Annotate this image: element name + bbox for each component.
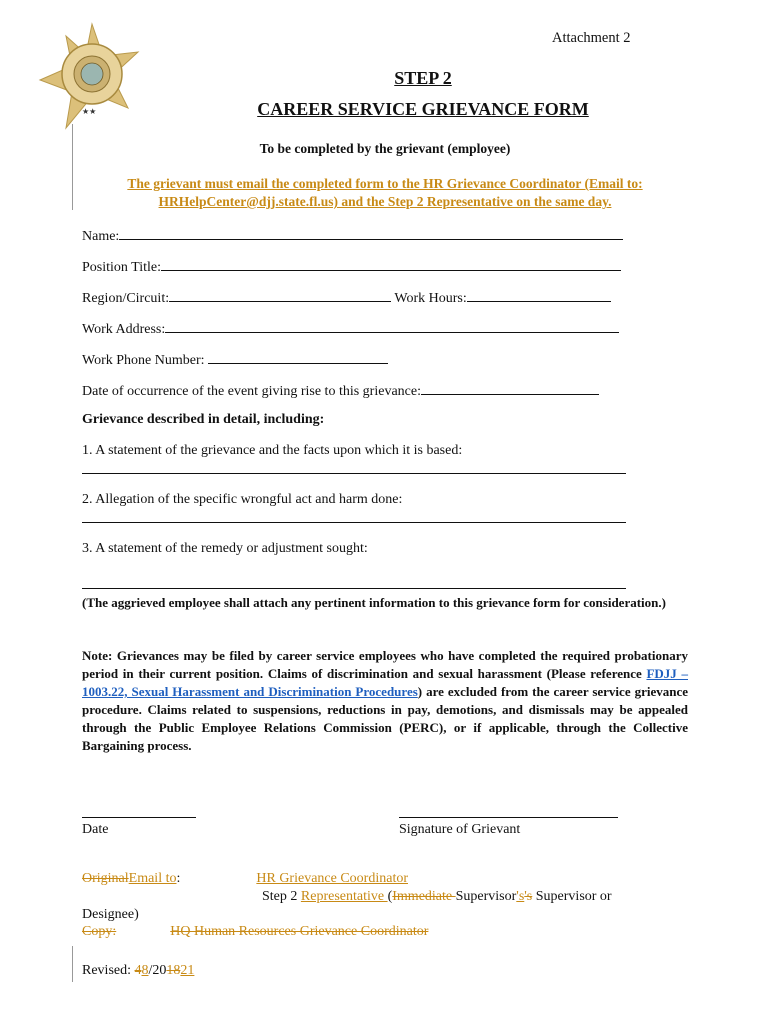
address-label: Work Address: xyxy=(82,322,166,337)
name-field xyxy=(82,226,623,245)
grievance-item-2: 2. Allegation of the specific wrongful act and harm done: xyxy=(82,492,403,507)
grievance-item-1: 1. A statement of the grievance and the facts upon which it is based: xyxy=(82,443,463,458)
representative-inserted: Representative xyxy=(300,889,388,904)
revised-month-old: 4 xyxy=(134,963,142,978)
note-paragraph xyxy=(82,647,688,755)
policy-link[interactable]: FDJJ – 1003.22, Sexual Harassment and Discrimination Procedures xyxy=(82,666,688,699)
form-title: CAREER SERVICE GRIEVANCE FORM xyxy=(257,99,589,119)
designee-text: Designee) xyxy=(82,907,139,922)
email-to-inserted: Email to xyxy=(128,871,177,886)
grievance-item-3: 3. A statement of the remedy or adjustment sought: xyxy=(82,541,368,556)
revised-year-old: 18 xyxy=(166,963,181,978)
grievant-signature-line[interactable] xyxy=(399,817,618,818)
supervisor-text: Supervisor xyxy=(455,889,517,904)
copy-struck: Copy: xyxy=(82,924,117,939)
grievance-heading: Grievance described in detail, including: xyxy=(82,412,325,427)
revised-label: Revised: xyxy=(82,963,135,978)
region-input-line[interactable] xyxy=(169,288,391,302)
position-input-line[interactable] xyxy=(161,257,621,271)
note-text-1: Note: Grievances may be filed by career service employees who have completed the required probationary period in their current position. Claims of discrimination and sexual harassment (Please reference xyxy=(82,648,688,681)
item-3-answer-line[interactable] xyxy=(82,588,626,589)
margin-bar-bottom xyxy=(72,946,73,982)
seal-stars: ★★ xyxy=(82,107,97,116)
step2-text: Step 2 xyxy=(262,889,301,904)
hours-label: Work Hours: xyxy=(394,291,467,306)
paren-open: ( xyxy=(387,889,393,904)
hr-coordinator-inserted: HR Grievance Coordinator xyxy=(256,871,408,886)
revised-date xyxy=(82,963,194,979)
form-subtitle: To be completed by the grievant (employee) xyxy=(259,141,511,156)
name-input-line[interactable] xyxy=(119,226,623,240)
apostrophe-inserted: 's xyxy=(516,889,525,904)
signature-label: Signature of Grievant xyxy=(399,822,521,837)
date-signature-line[interactable] xyxy=(82,817,196,818)
hq-coordinator-struck: HQ Human Resources Grievance Coordinator xyxy=(170,924,429,939)
revised-year-new: 21 xyxy=(180,963,195,978)
date-label: Date xyxy=(82,822,109,837)
margin-bar-top xyxy=(72,124,73,210)
position-label: Position Title: xyxy=(82,260,161,275)
original-struck: Original xyxy=(82,871,129,886)
note-text-2: ) are excluded from the career service grievance procedure. Claims related to suspensions, reductions in pay, demotions, and dismissals may be appealed through the Public Employee Relations Commission (PERC), or if applicable, through the Collective Bargaining process. xyxy=(82,684,688,753)
attach-note: (The aggrieved employee shall attach any pertinent information to this grievance form for consideration.) xyxy=(82,595,666,610)
occurrence-field xyxy=(82,381,599,400)
immediate-struck: Immediate xyxy=(392,889,456,904)
region-label: Region/Circuit: xyxy=(82,291,170,306)
apostrophe-struck: 's xyxy=(524,889,533,904)
hours-input-line[interactable] xyxy=(467,288,611,302)
address-input-line[interactable] xyxy=(165,319,619,333)
occurrence-label: Date of occurrence of the event giving rise to this grievance: xyxy=(82,384,421,399)
occurrence-input-line[interactable] xyxy=(421,381,599,395)
phone-input-line[interactable] xyxy=(208,350,388,364)
phone-label: Work Phone Number: xyxy=(82,353,205,368)
revised-month-new: 8 xyxy=(141,963,149,978)
item-2-answer-line[interactable] xyxy=(82,522,626,523)
email-colon: : xyxy=(176,871,181,886)
supervisor-or-text: Supervisor or xyxy=(532,889,612,904)
phone-field xyxy=(82,350,388,369)
name-label: Name: xyxy=(82,229,120,244)
step-heading: STEP 2 xyxy=(394,68,452,88)
email-instruction xyxy=(82,175,688,211)
instruction-line-2: HRHelpCenter@djj.state.fl.us) and the Step 2 Representative on the same day. xyxy=(158,194,612,209)
position-field xyxy=(82,257,621,276)
instruction-line-1: The grievant must email the completed form to the HR Grievance Coordinator (Email to: xyxy=(127,176,643,191)
distribution-copy-line xyxy=(82,924,428,940)
attachment-label: Attachment 2 xyxy=(552,30,631,46)
item-1-answer-line[interactable] xyxy=(82,473,626,474)
region-field xyxy=(82,288,611,307)
address-field xyxy=(82,319,619,338)
revised-separator: /20 xyxy=(148,963,167,978)
distribution-original-line xyxy=(82,871,408,887)
distribution-step2-line xyxy=(82,889,612,905)
